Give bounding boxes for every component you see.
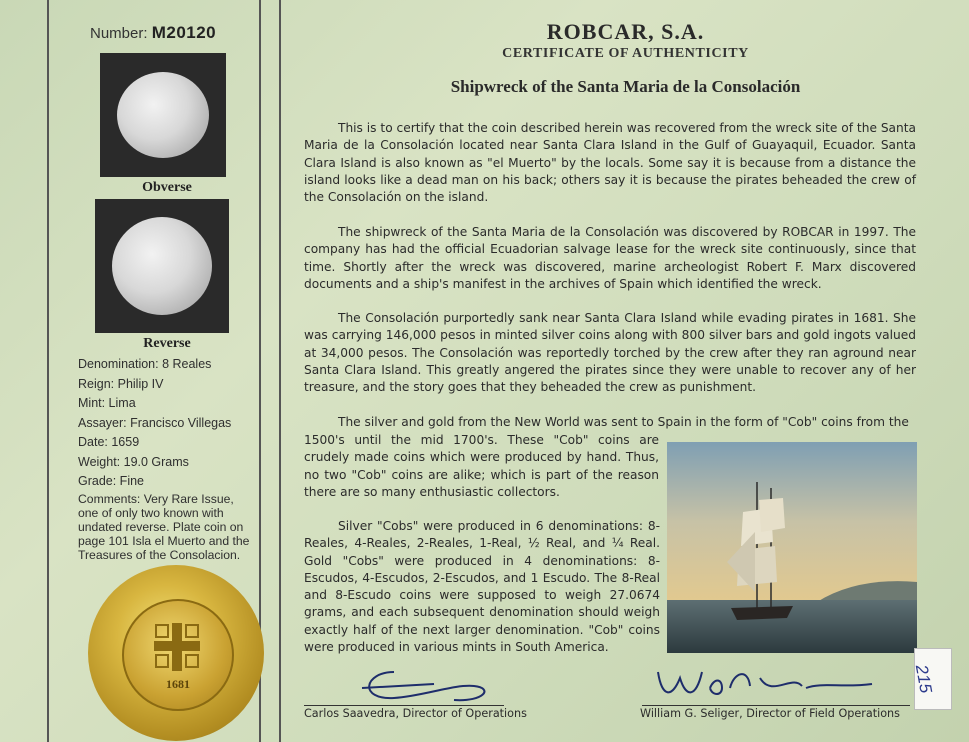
certificate-body [282,0,969,742]
shipwreck-title: Shipwreck of the Santa Maria de la Consolación [450,77,801,96]
obverse-coin-image [117,72,209,158]
spec-date: Date: 1659 [78,435,140,449]
paragraph-certification: This is to certify that the coin described herein was recovered from the wreck site of the Santa Maria de la Consolación located near Santa Clara Island in the Gulf of Guayaquil, Ecuador. Santa Clara Island is also known as "el Muerto" by the locals. Some say it is because from a distance the island looks like a dead man on his back; others say it is because the pirates beheaded the crew of the Consolación on the island. [304,121,916,205]
frame-line-right [279,0,281,742]
seal-cross-icon [152,621,202,673]
coin-specs [78,355,231,492]
coin-number [90,23,216,43]
spec-assayer: Assayer: Francisco Villegas [78,415,232,430]
signature-caption-left: Carlos Saavedra, Director of Operations [304,707,527,720]
seal-center [122,599,234,711]
paragraph-discovery: The shipwreck of the Santa Maria de la Consolación was discovered by ROBCAR in 1997. The company has had the official Ecuadorian salvage lease for the wreck site continuously, since that time. Shortly after the wreck was discovered, marine archeologist Robert F. Marx discovered documents and a ship's manifest in the archives of Spain which identified the wreck. [304,225,916,291]
spec-denomination: Denomination: 8 Reales [78,357,212,371]
number-value: M20120 [151,23,217,42]
frame-line-left [47,0,49,742]
signature-saavedra [354,664,504,708]
ship-painting [667,442,917,653]
company-name: ROBCAR, S.A. [546,19,705,44]
obverse-photo [100,53,226,177]
paragraph-cob-continued: 1500's until the mid 1700's. These "Cob" coins are crudely made coins which were produced by hand. Thus, no two "Cob" coins are alike; which is part of the reason there are so many enthusiastic collectors. [304,433,659,499]
reverse-label: Reverse [143,336,191,351]
signature-line-right [642,705,910,706]
inventory-tag [911,648,952,710]
spec-grade: Grade: Fine [78,474,145,488]
gold-seal [88,565,264,741]
inventory-tag-number: 215 [911,663,936,695]
reverse-photo [95,199,229,333]
paragraph-denominations: Silver "Cobs" were produced in 6 denominations: 8-Reales, 4-Reales, 2-Reales, 1-Real, ½ Real, and ¼ Real. Gold "Cobs" were produced in 4 denominations: 8-Escudos, 4-Escudos, 2-Escudos, and 1 Escudo. The 8-Real and 8-Escudo coins were supposed to weigh 27.0674 grams, and each subsequent denomination should weigh exactly half of the next larger denomination. "Cob" coins were produced in various mints in South America. [304,519,660,655]
number-label: Number: [90,25,148,42]
spec-comments: Comments: Very Rare Issue, one of only two known with undated reverse. Plate coin on page 101 Isla el Muerto and the Treasures of the Consolacion. [78,492,250,562]
spec-weight: Weight: 19.0 Grams [78,454,189,469]
reverse-coin-image [112,217,212,315]
seal-year: 1681 [166,677,190,691]
signature-line-left [304,705,504,706]
signature-caption-right: William G. Seliger, Director of Field Operations [640,707,900,720]
signature-seliger [652,658,882,706]
obverse-label: Obverse [142,180,192,195]
sailing-ship-image [667,442,917,653]
spec-reign: Reign: Philip IV [78,376,164,391]
spec-mint: Mint: Lima [78,396,136,410]
certificate-title: CERTIFICATE OF AUTHENTICITY [502,46,749,61]
paragraph-cob-intro: The silver and gold from the New World was sent to Spain in the form of "Cob" coins from the [338,415,909,429]
paragraph-history: The Consolación purportedly sank near Santa Clara Island while evading pirates in 1681. She was carrying 146,000 pesos in minted silver coins along with 800 silver bars and gold ingots valued at 34,000 pesos. The Consolación was reportedly torched by the crew after they ran aground near Santa Clara Island. This greatly angered the pirates since they were unable to recover any of her treasure, and the story goes that they beheaded the crew as punishment. [304,311,916,395]
